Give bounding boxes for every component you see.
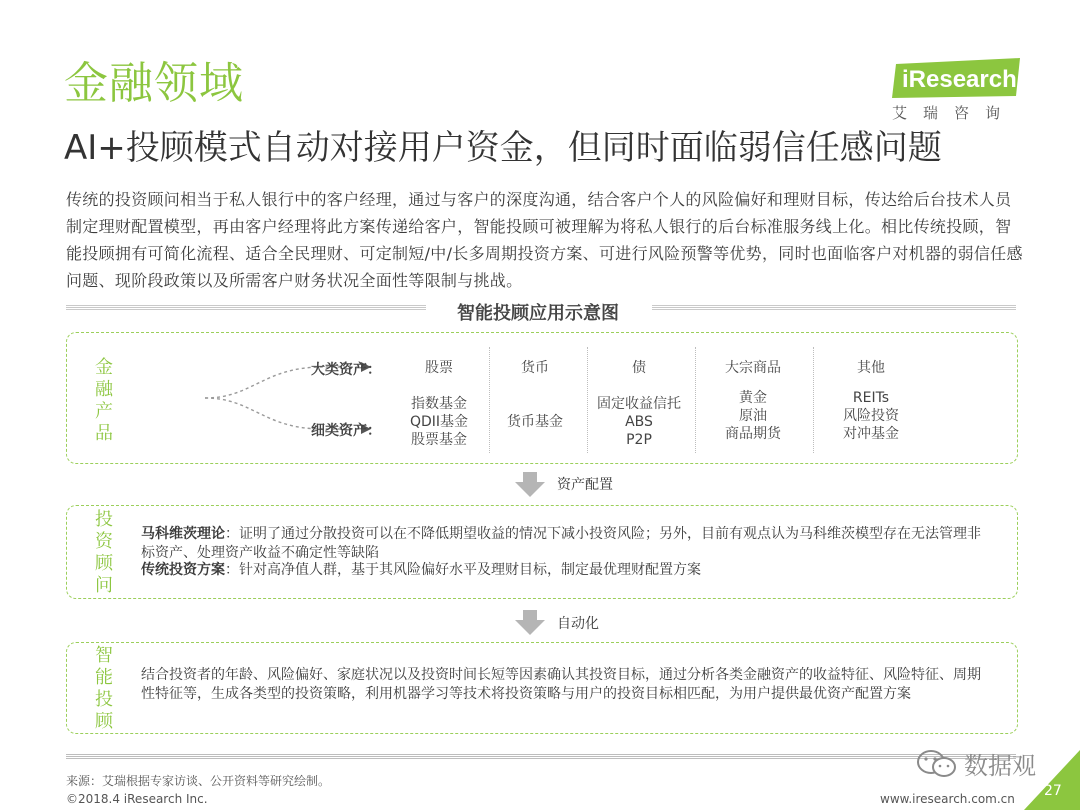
asset-allocation-label: 资产配置	[557, 477, 613, 493]
automation-label: 自动化	[557, 616, 599, 632]
traditional-plan-text: 传统投资方案：针对高净值人群，基于其风险偏好水平及理财目标，制定最优理财配置方案	[141, 562, 701, 578]
column-divider	[813, 347, 814, 453]
title-rule-right	[652, 305, 1016, 310]
wechat-icon	[916, 749, 958, 779]
major-asset-label: 大类资产：	[311, 362, 381, 378]
website-url: www.iresearch.com.cn	[880, 792, 1015, 806]
page-headline: AI+投顾模式自动对接用户资金，但同时面临弱信任感问题	[64, 128, 942, 168]
asset-col-money	[487, 359, 583, 377]
asset-col-other-minor: REITs 风险投资 对冲基金	[843, 390, 899, 442]
minor-asset-label: 细类资产：	[311, 423, 381, 439]
page-corner-triangle	[1024, 750, 1080, 810]
robo-advisor-text: 结合投资者的年龄、风险偏好、家庭状况以及投资时间长短等因素确认其投资目标，通过分析各类金融资产的收益特征、风险特征、周期性特征等，生成各类型的投资策略，利用机器学习等技术将投资策略与用户的投资目标相匹配，为用户提供最优资产配置方案	[141, 667, 981, 702]
financial-products-label: 金 融 产 品	[95, 357, 113, 444]
major-asset: 其他	[857, 360, 885, 376]
iresearch-logo	[892, 58, 1032, 124]
watermark	[916, 746, 1036, 781]
financial-products-box	[66, 332, 1018, 464]
major-asset: 债	[632, 360, 646, 376]
logo-text: iResearch	[902, 66, 1017, 93]
investment-advisor-box	[66, 505, 1018, 599]
asset-col-stock	[391, 359, 487, 377]
asset-col-bond	[591, 359, 687, 377]
diagram-title: 智能投顾应用示意图	[457, 303, 619, 324]
asset-col-commodity-minor: 黄金 原油 商品期货	[725, 390, 781, 442]
investment-advisor-label: 投 资 顾 问	[95, 509, 113, 596]
section-title: 金融领域	[64, 58, 244, 109]
down-arrow-icon	[514, 610, 546, 636]
asset-col-commodity	[705, 359, 801, 377]
asset-col-other	[823, 359, 919, 377]
markowitz-theory-text: 马科维茨理论：证明了通过分散投资可以在不降低期望收益的情况下减小投资风险；另外，目前有观点认为马科维茨模型存在无法管理非标资产、处理资产收益不确定性等缺陷	[141, 526, 981, 561]
major-asset: 货币	[521, 360, 549, 376]
source-note: 来源：艾瑞根据专家访谈、公开资料等研究绘制。	[66, 774, 331, 788]
intro-paragraph: 传统的投资顾问相当于私人银行中的客户经理，通过与客户的深度沟通，结合客户个人的风险偏好和理财目标，传达给后台技术人员制定理财配置模型，再由客户经理将此方案传递给客户，智能投顾可被理解为将私人银行的后台标准服务线上化。相比传统投顾，智能投顾拥有可简化流程、适合全民理财、可定制短/中/长多周期投资方案、可进行风险预警等优势，同时也面临客户对机器的弱信任感问题、现阶段政策以及所需客户财务状况全面性等限制与挑战。	[66, 190, 1023, 290]
logo-subtitle: 艾瑞咨询	[892, 104, 1017, 122]
footer-rule	[66, 754, 1016, 760]
title-rule-left	[66, 305, 426, 310]
down-arrow-icon	[514, 472, 546, 498]
asset-col-bond-minor: 固定收益信托 ABS P2P	[597, 396, 681, 448]
watermark-text: 数据观	[964, 752, 1036, 780]
page-number: 27	[1044, 783, 1062, 799]
major-asset: 大宗商品	[725, 360, 781, 376]
robo-advisor-label: 智 能 投 顾	[95, 645, 113, 732]
copyright: ©2018.4 iResearch Inc.	[66, 792, 208, 806]
major-asset: 股票	[425, 360, 453, 376]
asset-col-money-minor: 货币基金	[507, 414, 563, 430]
asset-col-stock-minor: 指数基金 QDII基金 股票基金	[409, 396, 469, 448]
logo-badge-icon	[892, 58, 1024, 98]
robo-advisor-box	[66, 642, 1018, 734]
column-divider	[695, 347, 696, 453]
